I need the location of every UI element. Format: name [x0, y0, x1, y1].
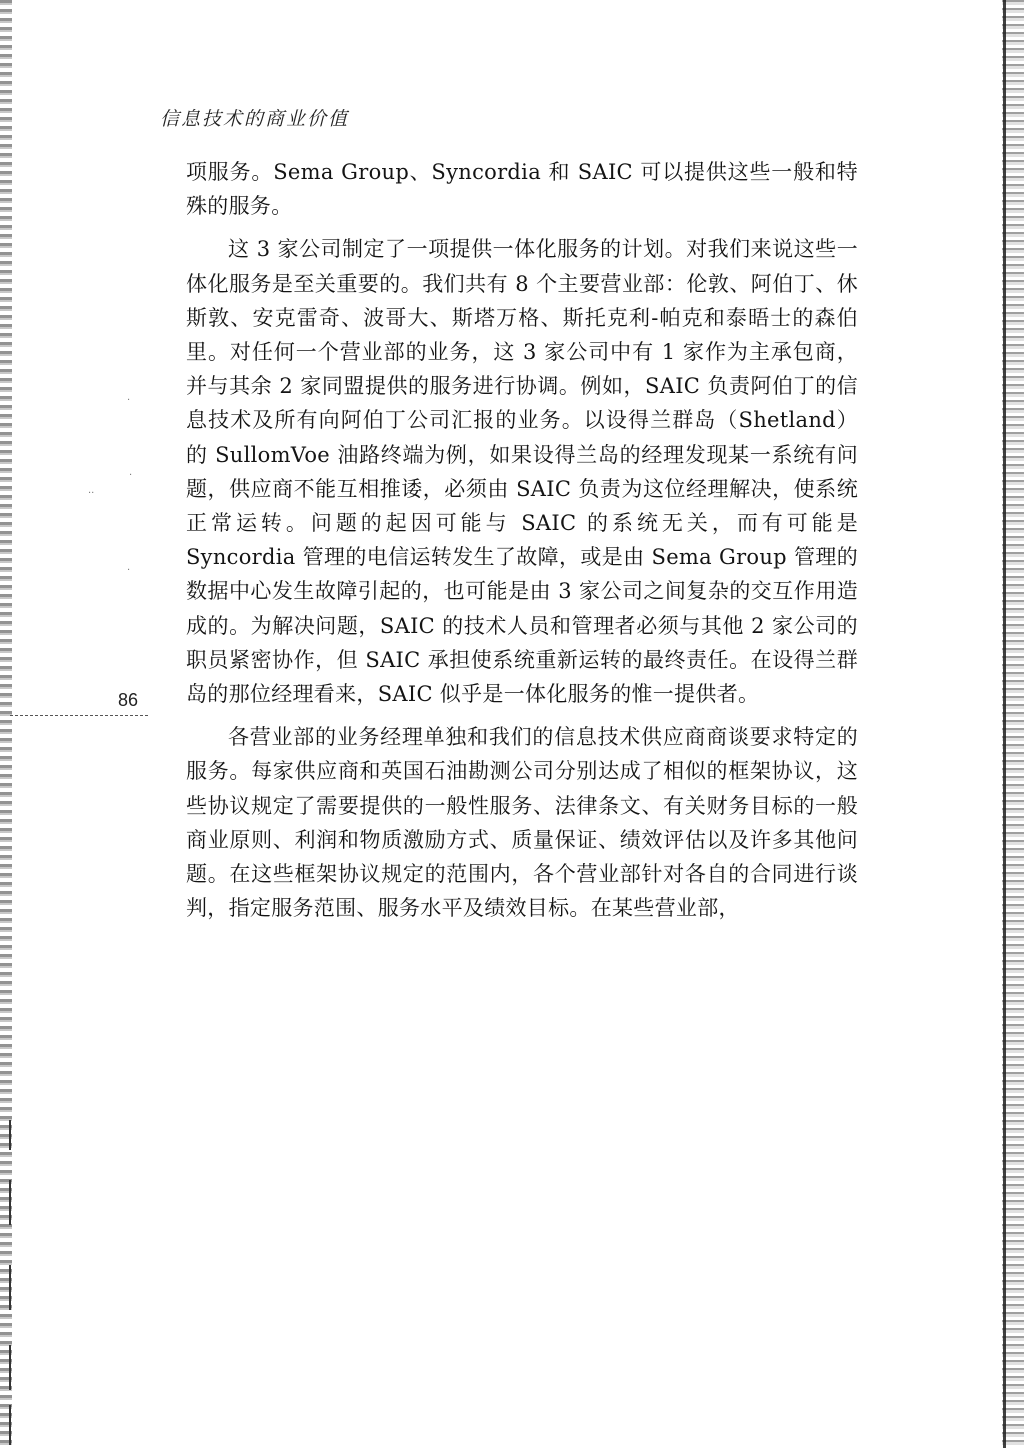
margin-bar — [9, 1180, 11, 1225]
margin-mark: · — [127, 395, 131, 406]
margin-mark: · — [129, 470, 133, 481]
body-text — [186, 155, 858, 925]
margin-mark: · — [127, 565, 131, 576]
paragraph-business-managers: 各营业部的业务经理单独和我们的信息技术供应商商谈要求特定的服务。每家供应商和英国石油勘测公司分别达成了相似的框架协议，这些协议规定了需要提供的一般性服务、法律条文、有关财务目标的一般商业原则、利润和物质激励方式、质量保证、绩效评估以及许多其他问题。在这些框架协议规定的范围内，各个营业部针对各自的合同进行谈判，指定服务范围、服务水平及绩效目标。在某些营业部， — [186, 725, 858, 921]
margin-bar — [9, 1405, 11, 1445]
running-header: 信息技术的商业价值 — [160, 108, 350, 130]
gutter-rule — [1003, 0, 1006, 1448]
margin-bar — [9, 1345, 11, 1390]
scan-edge-left — [0, 0, 12, 1448]
paragraph-integrated-services: 这 3 家公司制定了一项提供一体化服务的计划。对我们来说这些一体化服务是至关重要的。我们共有 8 个主要营业部：伦敦、阿伯丁、休斯敦、安克雷奇、波哥大、斯塔万格、斯托克利-帕克和泰晤士的森伯里。对任何一个营业部的业务，这 3 家公司中有 1 家作为主承包商，并与其余 2 家同盟提供的服务进行协调。例如，SAIC 负责阿伯丁的信息技术及所有向阿伯丁公司汇报的业务。以设得兰群岛（Shetland）的 SullomVoe 油路终端为例，如果设得兰岛的经理发现某一系统有问题，供应商不能互相推诿，必须由 SAIC 负责为这位经理解决，使系统正常运转。问题的起因可能与 SAIC 的系统无关，而有可能是 Syncordia 管理的电信运转发生了故障，或是由 Sema Group 管理的数据中心发生故障引起的，也可能是由 3 家公司之间复杂的交互作用造成的。为解决问题，SAIC 的技术人员和管理者必须与其他 2 家公司的职员紧密协作，但 SAIC 承担使系统重新运转的最终责任。在设得兰群岛的那位经理看来，SAIC 似乎是一体化服务的惟一提供者。 — [186, 237, 858, 707]
margin-bar — [9, 1265, 11, 1310]
page-number: 86 — [118, 690, 139, 710]
margin-bar — [9, 1120, 11, 1150]
page-number-rule — [10, 715, 148, 716]
paragraph-continued: 项服务。Sema Group、Syncordia 和 SAIC 可以提供这些一般和特殊的服务。 — [186, 160, 858, 219]
margin-mark: ·· — [88, 488, 95, 499]
